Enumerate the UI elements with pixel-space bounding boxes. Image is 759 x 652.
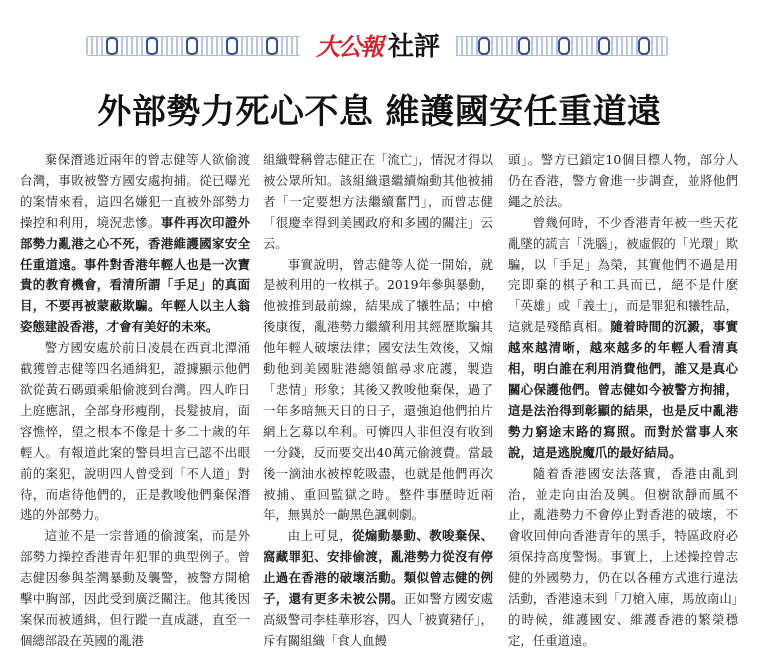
article-column-1 — [20, 150, 251, 648]
article-paragraph — [20, 338, 250, 526]
masthead-banner — [86, 28, 668, 66]
banner-ring-decoration — [186, 37, 198, 55]
banner-ring-decoration — [226, 37, 238, 55]
article-paragraph — [263, 526, 493, 651]
banner-ring-decoration — [638, 37, 650, 55]
emphasis-text: 事件再次印證外部勢力亂港之心不死，香港維護國家安全任重道遠。事件對香港年輕人也是一次寶貴的教育機會，看清所謂「手足」的真面目，不要再被蒙蔽欺騙。年輕人以主人翁姿態建設香港，才會有美好的未來。 — [20, 214, 251, 335]
article-paragraph — [20, 526, 250, 651]
article-paragraph — [263, 150, 493, 255]
article-paragraph — [20, 150, 250, 338]
article-paragraph — [508, 213, 738, 464]
banner-ring-decoration — [478, 37, 490, 55]
emphasis-text: 隨着時間的沉澱，事實越來越清晰，越來越多的年輕人看清真相，明白誰在利用消費他們，誰又是真心關心保護他們。曾志健如今被警方拘捕，這是法治得到彰顯的結果，也是反中亂港勢力窮途末路的寫照。而對於當事人來說，這是逃脫魔爪的最好結局。 — [508, 319, 739, 460]
body-text: 組織聲稱曾志健正在「流亡」，情況才得以被公眾所知。該組織還繼續煽動其他被捕者「一定要想方法繼續奮鬥」，而曾志健「很慶幸得到美國政府和多國的關注」云云。 — [263, 152, 493, 251]
body-text: 棄保潛逃近兩年的曾志健等人欲偷渡台灣，事敗被警方國安處拘捕。從已曝光的案情來看，這四名嫌犯一直被外部勢力操控和利用，境況悲慘。 — [20, 152, 250, 230]
article-paragraph — [508, 464, 738, 652]
banner-ring-decoration — [266, 37, 278, 55]
masthead-title — [300, 28, 456, 66]
article-paragraph — [508, 150, 738, 213]
article-column-2 — [263, 150, 494, 648]
banner-ring-decoration — [518, 37, 530, 55]
body-text: 隨着香港國安法落實，香港由亂到治，並走向由治及興。但樹欲靜而風不止，亂港勢力不會停止對香港的破壞，不會收回伸向香港青年的黑手，特區政府必須保持高度警惕。事實上，上述操控曾志健的外國勢力，仍在以各種方式進行違法活動，香港遠未到「刀槍入庫，馬放南山」的時候，維護國安、維護香港的繁榮穩定，任重道遠。 — [508, 465, 738, 648]
body-text: 正如警方國安處高級警司李桂華形容，四人「被賣豬仔」，斥有關組織「食人血饅 — [263, 591, 494, 648]
newspaper-logo: 大公報 — [315, 32, 382, 61]
body-text: 頭」。警方已鎖定10個目標人物，部分人仍在香港，警方會進一步調查，並將他們繩之於法。 — [508, 152, 738, 209]
body-text: 事實說明，曾志健等人從一開始，就是被利用的一枚棋子。2019年參與暴動，他被推到最前線，結果成了犧牲品；中槍後康復，亂港勢力繼續利用其經歷欺騙其他年輕人破壞法律；國安法生效後，又煽動他到美國駐港總領館尋求庇護，製造「悲情」形象；其後又教唆他棄保，過了一年多暗無天日的日子，還強迫他們拍片網上乞募以牟利。可憐四人非但沒有收到一分錢，反而要交出40萬元偷渡費。當最後一滴油水被榨乾吸盡，也就是他們再次被捕、重回監獄之時。整件事歷時近兩年，無異於一齣黑色諷刺劇。 — [263, 256, 493, 523]
banner-ring-decoration — [598, 37, 610, 55]
banner-ring-decoration — [106, 37, 118, 55]
article-paragraph — [263, 255, 493, 527]
body-text: 曾幾何時，不少香港青年被一些天花亂墜的謊言「洗腦」，被虛假的「光環」欺騙，以「手足」為榮，其實他們不過是用完即棄的棋子和工具而已，絕不是什麼「英雄」或「義士」，而是罪犯和犧牲品，這就是殘酷真相。 — [508, 214, 738, 335]
body-text: 這並不是一宗普通的偷渡案，而是外部勢力操控香港青年犯罪的典型例子。曾志健因參與荃灣暴動及襲警，被警方開槍擊中胸部，因此受到廣泛關注。他其後因案保而被通緝，但行蹤一直成謎，直至一個總部設在英國的亂港 — [20, 528, 250, 648]
editorial-headline: 外部勢力死心不息 維護國安任重道遠 — [97, 92, 662, 132]
body-text: 由上可見， — [287, 528, 353, 544]
article-column-3 — [508, 150, 739, 648]
body-text: 警方國安處於前日凌晨在西貢北潭涌截獲曾志健等四名通緝犯，證據顯示他們欲從黃石碼頭乘船偷渡到台灣。四人昨日上庭應訊，全部身形瘦削，長髮披肩，面容憔悴，望之根本不像是十多二十歲的年輕人。有報道此案的警員坦言已認不出眼前的案犯，說明四人曾受到「不人道」對待，而虐待他們的，正是教唆他們棄保潛逃的外部勢力。 — [20, 340, 250, 523]
emphasis-text: 從煽動暴動、教唆棄保、窩藏罪犯、安排偷渡，亂港勢力從沒有停止過在香港的破壞活動。類似曾志健的例子，還有更多未被公開。 — [263, 528, 494, 607]
section-label: 社評 — [387, 32, 440, 62]
banner-ring-decoration — [558, 37, 570, 55]
banner-ring-decoration — [146, 37, 158, 55]
